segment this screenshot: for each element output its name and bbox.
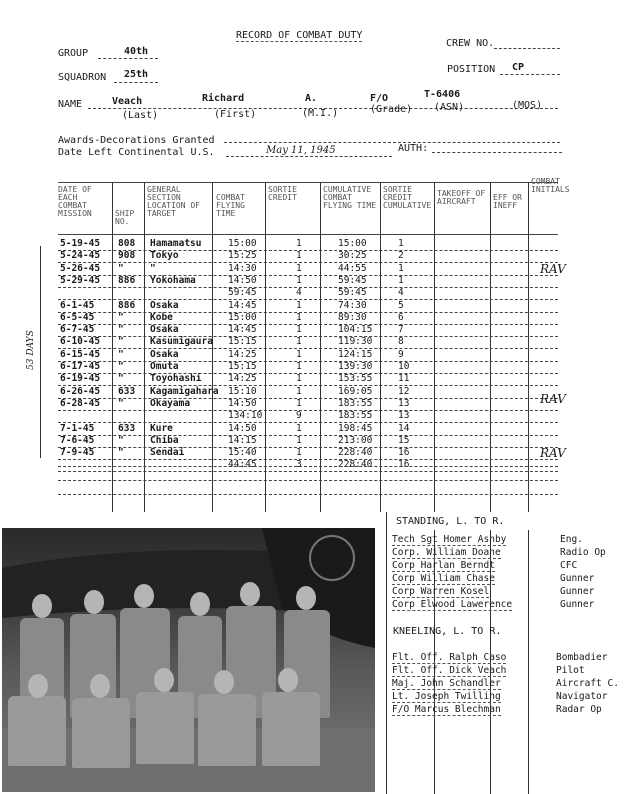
table-cell: 6 bbox=[398, 311, 404, 323]
table-cell: 1 bbox=[296, 447, 302, 459]
table-cell: 59:45 bbox=[338, 287, 367, 299]
crew-member-role: Radio Op bbox=[560, 547, 606, 558]
crew-member-role: Gunner bbox=[560, 573, 595, 584]
table-cell: 14:25 bbox=[228, 348, 257, 360]
table-cell: Hamamatsu bbox=[150, 238, 202, 249]
table-cell: 6-19-45 bbox=[60, 373, 101, 385]
table-cell: 886 bbox=[118, 274, 136, 286]
crew-member-role: Bombadier bbox=[556, 652, 608, 663]
crew-member-head bbox=[240, 582, 260, 606]
table-cell: 139:30 bbox=[338, 361, 373, 372]
table-cell: 134:10 bbox=[228, 410, 263, 422]
table-blank-row bbox=[58, 466, 558, 467]
table-blank-row bbox=[58, 480, 558, 481]
col-divider bbox=[380, 182, 381, 512]
group-value: 40th bbox=[124, 46, 149, 57]
side-note: 53 DAYS bbox=[26, 330, 36, 370]
table-cell: 59:45 bbox=[228, 287, 257, 299]
first-name: Richard bbox=[202, 93, 245, 104]
initial-caption: (M.I.) bbox=[302, 108, 339, 119]
header-takeoff: TAKEOFF OF AIRCRAFT bbox=[437, 189, 486, 206]
table-cell: 5-24-45 bbox=[60, 250, 101, 262]
col-divider bbox=[144, 182, 145, 512]
table-cell: 1 bbox=[296, 385, 302, 397]
crew-member-head bbox=[32, 594, 52, 618]
table-row-rule bbox=[58, 410, 558, 411]
table-cell: 6-10-45 bbox=[60, 336, 101, 348]
table-cell: 2 bbox=[398, 250, 404, 262]
header-flying-time: COMBAT FLYING TIME bbox=[216, 193, 245, 218]
table-cell: 1 bbox=[398, 274, 404, 286]
table-cell: Kasumigaura bbox=[150, 336, 213, 348]
table-cell: " bbox=[118, 361, 124, 372]
table-cell: 6-5-45 bbox=[60, 311, 95, 323]
first-caption: (First) bbox=[214, 109, 257, 120]
table-cell: 1 bbox=[296, 397, 302, 409]
table-cell: Sendai bbox=[150, 447, 185, 459]
table-cell: 13 bbox=[398, 397, 410, 409]
squadron-label: SQUADRON bbox=[58, 72, 107, 83]
table-cell: Omuta bbox=[150, 361, 179, 372]
table-row-rule bbox=[58, 348, 558, 349]
grade-caption: (Grade) bbox=[370, 104, 413, 115]
table-cell: 5-26-45 bbox=[60, 262, 101, 274]
crew-member-role: Pilot bbox=[556, 665, 585, 676]
table-row-rule bbox=[58, 336, 558, 337]
table-cell: Osaka bbox=[150, 299, 179, 311]
squadron-value: 25th bbox=[124, 69, 149, 80]
date-left-label: Date Left Continental U.S. bbox=[58, 147, 215, 158]
header-sortie: SORTIE CREDIT bbox=[268, 185, 297, 202]
table-blank-row bbox=[58, 494, 558, 495]
table-cell: 183:55 bbox=[338, 397, 373, 409]
crew-member-name: Corp Warren Kosel bbox=[392, 586, 490, 597]
kneeling-label: KNEELING, L. TO R. bbox=[393, 626, 502, 637]
table-cell: " bbox=[118, 348, 124, 360]
table-cell: 1 bbox=[296, 348, 302, 360]
table-cell: Yokohama bbox=[150, 274, 196, 286]
table-row-rule bbox=[58, 361, 558, 362]
crew-member-figure bbox=[72, 698, 130, 768]
grade: F/O bbox=[370, 93, 389, 104]
col-divider bbox=[434, 182, 435, 512]
table-row-rule bbox=[58, 373, 558, 374]
crew-member-role: Navigator bbox=[556, 691, 608, 702]
crew-member-role: Gunner bbox=[560, 599, 595, 610]
table-cell: 89:30 bbox=[338, 311, 367, 323]
form-title: RECORD OF COMBAT DUTY bbox=[236, 30, 363, 41]
crew-member-role: Radar Op bbox=[556, 704, 602, 715]
table-cell: Okayama bbox=[150, 397, 191, 409]
table-cell: 15:10 bbox=[228, 385, 257, 397]
table-cell: 14:25 bbox=[228, 373, 257, 385]
table-cell: 4 bbox=[398, 287, 404, 299]
table-row-rule bbox=[58, 447, 558, 448]
table-cell: 15:00 bbox=[228, 311, 257, 323]
crew-member-head bbox=[154, 668, 174, 692]
awards-label: Awards-Decorations Granted bbox=[58, 135, 215, 146]
crew-member-role: CFC bbox=[560, 560, 578, 571]
table-cell: 1 bbox=[296, 262, 302, 274]
table-cell: 15:15 bbox=[228, 336, 257, 348]
table-cell: 1 bbox=[398, 262, 404, 274]
table-cell: Kure bbox=[150, 422, 173, 434]
table-cell: 14 bbox=[398, 422, 410, 434]
header-cum-sortie: SORTIE CREDIT CUMULATIVE bbox=[383, 185, 432, 210]
header-eff: EFF OR INEFF bbox=[493, 193, 522, 210]
table-cell: 124:15 bbox=[338, 348, 373, 360]
table-cell: 15 bbox=[398, 434, 410, 446]
table-row-rule bbox=[58, 324, 558, 325]
col-divider bbox=[490, 182, 491, 512]
table-cell: 44:45 bbox=[228, 459, 257, 471]
initials-3: RAV bbox=[540, 446, 566, 460]
crew-list-divider bbox=[528, 530, 529, 794]
table-cell: 6-26-45 bbox=[60, 385, 101, 397]
table-cell: 1 bbox=[296, 250, 302, 262]
last-caption: (Last) bbox=[122, 110, 159, 121]
table-cell: " bbox=[118, 373, 124, 385]
table-cell: 14:45 bbox=[228, 324, 257, 336]
table-cell: 1 bbox=[296, 238, 302, 249]
auth-line bbox=[432, 152, 562, 153]
asn-caption: (ASN) bbox=[434, 102, 465, 113]
crew-member-head bbox=[278, 668, 298, 692]
crew-member-role: Eng. bbox=[560, 534, 583, 545]
table-cell: 9 bbox=[398, 348, 404, 360]
table-cell: Chiba bbox=[150, 434, 179, 446]
header-target: GENERAL SECTION LOCATION OF TARGET bbox=[147, 185, 200, 218]
table-cell: 14:50 bbox=[228, 274, 257, 286]
table-cell: 14:45 bbox=[228, 299, 257, 311]
crew-member-name: Lt. Joseph Twilling bbox=[392, 691, 501, 702]
crew-member-name: Corp. William Doane bbox=[392, 547, 501, 558]
crew-member-name: Corp Elwood Lawerence bbox=[392, 599, 513, 610]
table-cell: Tokyo bbox=[150, 250, 179, 262]
table-cell: 183:55 bbox=[338, 410, 373, 422]
table-top-rule bbox=[58, 182, 558, 183]
crew-member-figure bbox=[136, 692, 194, 764]
table-cell: 5 bbox=[398, 299, 404, 311]
table-cell: 3 bbox=[296, 459, 302, 471]
position-line bbox=[500, 74, 560, 75]
table-row-rule bbox=[58, 435, 558, 436]
table-cell: 1 bbox=[296, 336, 302, 348]
table-cell: " bbox=[118, 324, 124, 336]
table-cell: 169:05 bbox=[338, 385, 373, 397]
crew-member-name: Tech Sgt Homer Ashby bbox=[392, 534, 507, 545]
table-cell: 153:55 bbox=[338, 373, 373, 385]
crew-no-label: CREW NO. bbox=[446, 38, 495, 49]
table-cell: 15:00 bbox=[228, 238, 257, 249]
crew-member-figure bbox=[262, 692, 320, 766]
table-cell: 633 bbox=[118, 385, 136, 397]
table-cell: 13 bbox=[398, 410, 410, 422]
mos-caption: (MOS) bbox=[512, 100, 543, 111]
header-ship: SHIP NO. bbox=[115, 209, 135, 226]
date-left-line bbox=[226, 156, 392, 157]
awards-line bbox=[224, 142, 560, 143]
table-cell: " bbox=[118, 336, 124, 348]
crew-member-head bbox=[190, 592, 210, 616]
side-bracket bbox=[40, 246, 41, 458]
table-cell: 15:15 bbox=[228, 361, 257, 372]
table-cell: 11 bbox=[398, 373, 410, 385]
crew-member-head bbox=[84, 590, 104, 614]
crew-no-line bbox=[494, 48, 560, 49]
name-label: NAME bbox=[58, 99, 83, 110]
table-cell: 6-28-45 bbox=[60, 397, 101, 409]
table-cell: 633 bbox=[118, 422, 136, 434]
table-cell: 198:45 bbox=[338, 422, 373, 434]
table-cell: 104:15 bbox=[338, 324, 373, 336]
position-value: CP bbox=[512, 62, 525, 73]
table-cell: 119:30 bbox=[338, 336, 373, 348]
table-cell: 14:30 bbox=[228, 262, 257, 274]
table-cell: Toyohashi bbox=[150, 373, 202, 385]
col-divider bbox=[320, 182, 321, 512]
table-cell: 1 bbox=[296, 361, 302, 372]
auth-label: AUTH: bbox=[398, 143, 429, 154]
date-left-value: May 11, 1945 bbox=[266, 145, 336, 156]
table-cell: 1 bbox=[296, 373, 302, 385]
table-cell: 8 bbox=[398, 336, 404, 348]
initials-1: RAV bbox=[540, 262, 566, 276]
crew-member-head bbox=[214, 670, 234, 694]
serial-number: T-6406 bbox=[424, 89, 461, 100]
table-cell: 1 bbox=[296, 434, 302, 446]
table-cell: Kobe bbox=[150, 311, 173, 323]
table-cell: 7 bbox=[398, 324, 404, 336]
table-cell: 14:50 bbox=[228, 397, 257, 409]
table-cell: Kagamigahara bbox=[150, 385, 219, 397]
table-cell: 908 bbox=[118, 250, 136, 262]
middle-initial: A. bbox=[305, 93, 318, 104]
table-cell: 6-7-45 bbox=[60, 324, 95, 336]
table-cell: 10 bbox=[398, 361, 410, 372]
table-cell: 1 bbox=[296, 422, 302, 434]
table-header-rule bbox=[58, 234, 558, 235]
table-cell: " bbox=[118, 311, 124, 323]
table-cell: 228:40 bbox=[338, 447, 373, 459]
crew-list-left-border bbox=[386, 512, 387, 794]
header-date: DATE OF EACH COMBAT MISSION bbox=[58, 185, 92, 218]
crew-member-name: Corp Harlan Berndt bbox=[392, 560, 495, 571]
table-cell: 7-9-45 bbox=[60, 447, 95, 459]
table-cell: 5-19-45 bbox=[60, 238, 101, 249]
table-cell: 59:45 bbox=[338, 274, 367, 286]
crew-member-head bbox=[296, 586, 316, 610]
table-cell: 15:40 bbox=[228, 447, 257, 459]
crew-photo bbox=[2, 528, 375, 792]
table-cell: 4 bbox=[296, 287, 302, 299]
crew-member-name: Flt. Off. Dick Veach bbox=[392, 665, 507, 676]
table-cell: 14:15 bbox=[228, 434, 257, 446]
table-cell: 15:00 bbox=[338, 238, 367, 249]
table-row-rule bbox=[58, 398, 558, 399]
table-cell: Osaka bbox=[150, 348, 179, 360]
table-cell: 15:25 bbox=[228, 250, 257, 262]
table-row-rule bbox=[58, 262, 558, 263]
table-cell: " bbox=[118, 447, 124, 459]
table-cell: 6-17-45 bbox=[60, 361, 101, 372]
crew-member-figure bbox=[8, 696, 66, 766]
table-cell: 228:40 bbox=[338, 459, 373, 471]
header-initials: COMBAT INITIALS bbox=[531, 177, 570, 194]
table-cell: 1 bbox=[296, 299, 302, 311]
table-cell: 5-29-45 bbox=[60, 274, 101, 286]
position-label: POSITION bbox=[447, 64, 496, 75]
squadron-line bbox=[114, 82, 158, 83]
table-row-rule bbox=[58, 459, 558, 460]
table-cell: " bbox=[150, 262, 156, 274]
table-cell: 16 bbox=[398, 447, 410, 459]
table-cell: 44:55 bbox=[338, 262, 367, 274]
crew-member-name: F/O Marcus Blechman bbox=[392, 704, 501, 715]
table-cell: 16 bbox=[398, 459, 410, 471]
table-cell: 12 bbox=[398, 385, 410, 397]
table-cell: 6-1-45 bbox=[60, 299, 95, 311]
table-row-rule bbox=[58, 471, 558, 472]
header-cum-time: CUMULATIVE COMBAT FLYING TIME bbox=[323, 185, 376, 210]
table-cell: 9 bbox=[296, 410, 302, 422]
table-cell: " bbox=[118, 434, 124, 446]
crew-member-name: Corp William Chase bbox=[392, 573, 495, 584]
initials-2: RAV bbox=[540, 392, 566, 406]
col-divider bbox=[528, 182, 529, 512]
table-cell: 1 bbox=[398, 238, 404, 249]
col-divider bbox=[265, 182, 266, 512]
table-cell: 1 bbox=[296, 274, 302, 286]
table-cell: 1 bbox=[296, 311, 302, 323]
crew-member-name: Maj. John Schandler bbox=[392, 678, 501, 689]
crew-member-role: Aircraft C. bbox=[556, 678, 619, 689]
table-row-rule bbox=[58, 312, 558, 313]
crew-member-name: Flt. Off. Ralph Caso bbox=[392, 652, 507, 663]
crew-member-head bbox=[28, 674, 48, 698]
table-cell: " bbox=[118, 262, 124, 274]
standing-label: STANDING, L. TO R. bbox=[396, 516, 505, 527]
table-cell: 30:25 bbox=[338, 250, 367, 262]
col-divider bbox=[112, 182, 113, 512]
table-cell: 6-15-45 bbox=[60, 348, 101, 360]
table-cell: 7-6-45 bbox=[60, 434, 95, 446]
crew-member-head bbox=[134, 584, 154, 608]
table-cell: 7-1-45 bbox=[60, 422, 95, 434]
table-row-rule bbox=[58, 287, 558, 288]
crew-member-figure bbox=[198, 694, 256, 766]
table-cell: 808 bbox=[118, 238, 136, 249]
table-cell: 886 bbox=[118, 299, 136, 311]
crew-member-head bbox=[90, 674, 110, 698]
table-cell: 74:30 bbox=[338, 299, 367, 311]
last-name: Veach bbox=[112, 96, 143, 107]
table-cell: " bbox=[118, 397, 124, 409]
table-cell: 14:50 bbox=[228, 422, 257, 434]
group-line bbox=[98, 58, 158, 59]
table-cell: 213:00 bbox=[338, 434, 373, 446]
table-cell: Osaka bbox=[150, 324, 179, 336]
group-label: GROUP bbox=[58, 48, 89, 59]
crew-member-role: Gunner bbox=[560, 586, 595, 597]
table-cell: 1 bbox=[296, 324, 302, 336]
